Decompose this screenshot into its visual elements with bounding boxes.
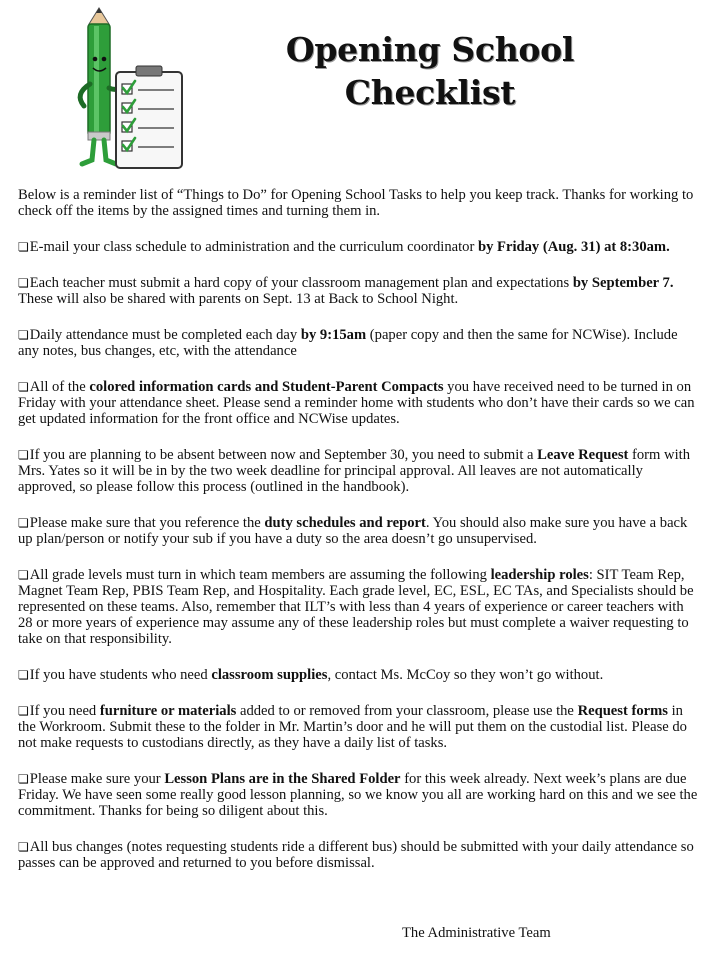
- signature: The Administrative Team: [402, 925, 551, 941]
- intro-paragraph: Below is a reminder list of “Things to Do” for Opening School Tasks to help you keep track. Thanks for working to check off the items by the assigned times and turning them in.: [18, 187, 694, 219]
- checkbox-icon: ❏: [18, 240, 29, 254]
- page-title: [230, 28, 630, 114]
- checkbox-icon: ❏: [18, 328, 29, 342]
- checkbox-icon: ❏: [18, 448, 29, 462]
- checkbox-icon: ❏: [18, 668, 29, 682]
- title-line-1: Opening School: [285, 30, 575, 69]
- checklist-item: ❏If you are planning to be absent between now and September 30, you need to submit a Leave Request form with Mrs. Yates so it will be in by the two week deadline for principal approval. All leaves are not automatically approved, so please follow this process (outlined in the handbook).: [18, 447, 690, 495]
- title-line-2: Checklist: [344, 73, 516, 112]
- checklist-body: [18, 187, 698, 891]
- checkbox-icon: ❏: [18, 568, 29, 582]
- checkbox-icon: ❏: [18, 840, 29, 854]
- checklist-item: ❏If you need furniture or materials added to or removed from your classroom, please use the Request forms in the Workroom. Submit these to the folder in Mr. Martin’s door and he will put them on the custodial list. Please do not make requests to custodians directly, as they have a daily list of tasks.: [18, 703, 687, 751]
- checklist-item: ❏All bus changes (notes requesting students ride a different bus) should be submitted with your daily attendance so passes can be approved and returned to you before dismissal.: [18, 839, 694, 871]
- checklist-item: ❏Please make sure that you reference the duty schedules and report. You should also make sure you have a back up plan/person or notify your sub if you have a duty so the area doesn’t go unsupervised.: [18, 515, 688, 547]
- checklist-item: ❏Each teacher must submit a hard copy of your classroom management plan and expectations by September 7. These will also be shared with parents on Sept. 13 at Back to School Night.: [18, 275, 674, 307]
- checklist-item: ❏Daily attendance must be completed each day by 9:15am (paper copy and then the same for NCWise). Include any notes, bus changes, etc, with the attendance: [18, 327, 678, 359]
- pencil-clipboard-illustration: [32, 4, 217, 176]
- checklist-item: ❏All of the colored information cards and Student-Parent Compacts you have received need to be turned in on Friday with your attendance sheet. Please send a reminder home with students who don’t have their cards so we can get updated information for the front office and NCWise updates.: [18, 379, 695, 427]
- checklist-item: ❏E-mail your class schedule to administration and the curriculum coordinator by Friday (Aug. 31) at 8:30am.: [18, 239, 670, 255]
- checkbox-icon: ❏: [18, 516, 29, 530]
- checkbox-icon: ❏: [18, 380, 29, 394]
- checklist-item: ❏Please make sure your Lesson Plans are in the Shared Folder for this week already. Next week’s plans are due Friday. We have seen some really good lesson planning, so we know you all are working hard on this and we see the commitment. Thanks for being so diligent about this.: [18, 771, 698, 819]
- checkbox-icon: ❏: [18, 772, 29, 786]
- checkbox-icon: ❏: [18, 704, 29, 718]
- checkbox-icon: ❏: [18, 276, 29, 290]
- checklist-item: ❏All grade levels must turn in which team members are assuming the following leadership roles: SIT Team Rep, Magnet Team Rep, PBIS Team Rep, and Hospitality. Each grade level, EC, ESL, EC TAs, and Specialists should be represented on these teams. Also, remember that ILT’s with less than 4 years of experience or career teachers with 28 or more years of experience may assume any of these leadership roles but must complete a waiver requesting to take on that responsibility.: [18, 567, 694, 647]
- checklist-item: ❏If you have students who need classroom supplies, contact Ms. McCoy so they won’t go without.: [18, 667, 604, 683]
- pencil-clipboard-icon: [32, 4, 217, 176]
